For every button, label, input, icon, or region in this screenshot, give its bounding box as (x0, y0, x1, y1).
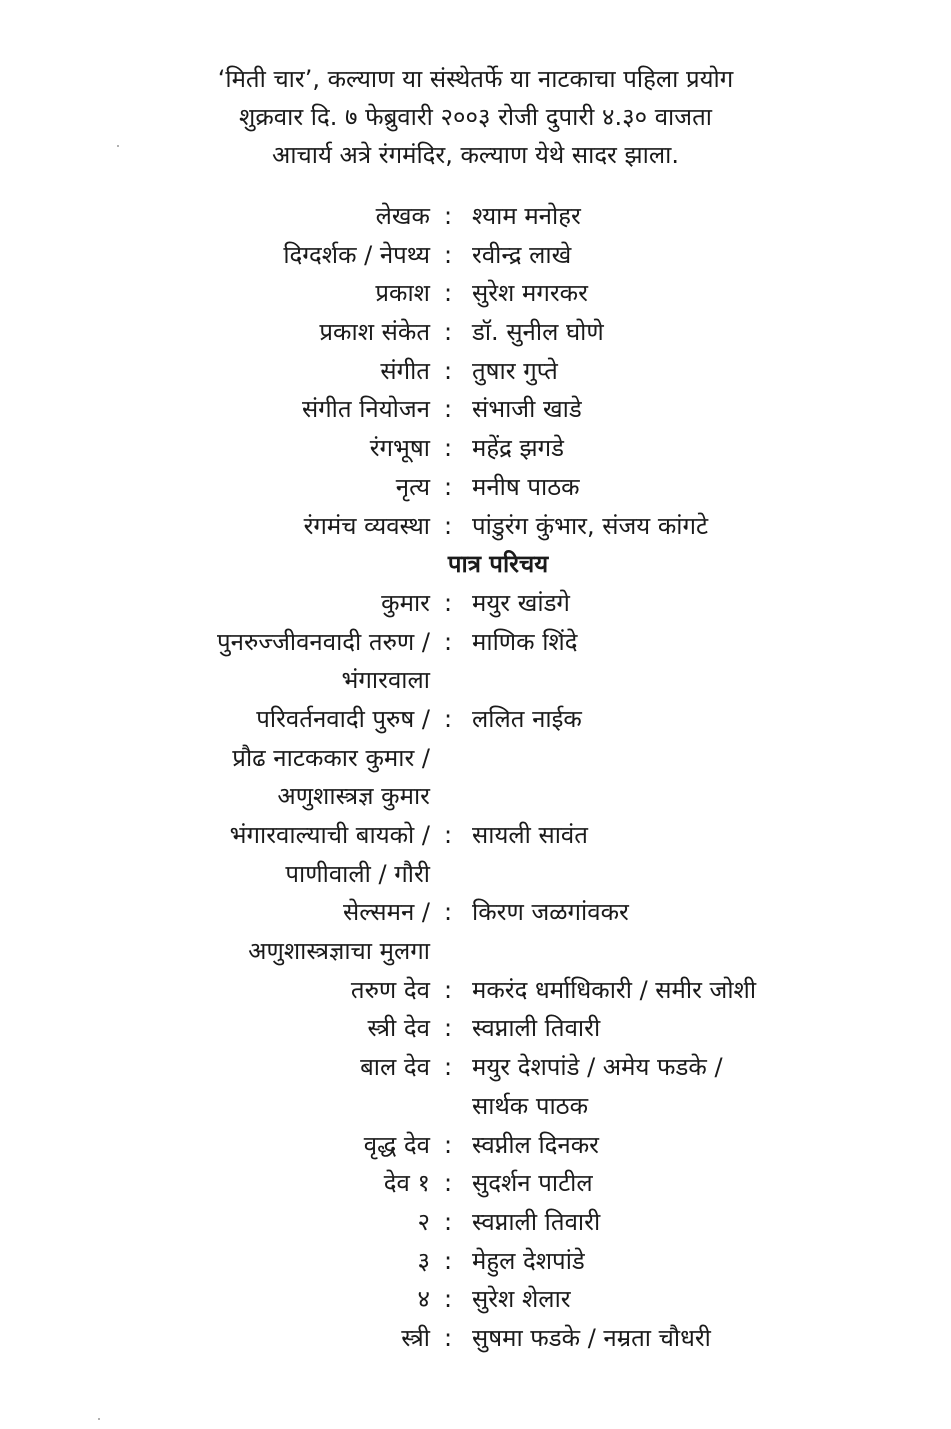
intro-line-2: शुक्रवार दि. ७ फेब्रुवारी २००३ रोजी दुपारी ४.३० वाजता (239, 103, 712, 131)
cast-row (0, 623, 951, 662)
row-label: संगीत नियोजन (301, 395, 430, 424)
row-label: अणुशास्त्रज्ञ कुमार (277, 782, 430, 811)
intro-line-3: आचार्य अत्रे रंगमंदिर, कल्याण येथे सादर झाला. (272, 141, 679, 169)
row-label: पुनरुज्जीवनवादी तरुण / (217, 627, 430, 656)
row-label: संगीत (380, 356, 430, 385)
cast-row (0, 661, 951, 700)
row-label: रंगभूषा (369, 434, 430, 463)
row-value: सार्थक पाठक (472, 1091, 589, 1120)
row-colon: : (444, 1246, 453, 1275)
credit-row (0, 429, 951, 468)
credit-row (0, 468, 951, 507)
row-colon: : (444, 511, 453, 540)
credit-row (0, 507, 951, 546)
row-colon: : (444, 898, 453, 927)
cast-row (0, 700, 951, 739)
row-value: सायली सावंत (472, 821, 588, 849)
row-label: तरुण देव (350, 975, 430, 1004)
row-value: सुषमा फडके / नम्रता चौधरी (472, 1323, 711, 1352)
cast-row (0, 584, 951, 623)
cast-row (0, 1048, 951, 1087)
row-value: किरण जळगांवकर (472, 898, 629, 927)
row-value: ललित नाईक (472, 704, 582, 733)
paper-speck (117, 145, 119, 147)
row-colon: : (444, 1130, 453, 1159)
row-colon: : (444, 472, 453, 501)
row-value: मेहुल देशपांडे (472, 1246, 585, 1275)
row-label: प्रकाश संकेत (319, 318, 430, 347)
row-colon: : (444, 1323, 453, 1352)
row-label: नृत्य (395, 472, 430, 501)
cast-row (0, 777, 951, 816)
cast-row (0, 1009, 951, 1048)
row-label: दिग्दर्शक / नेपथ्य (283, 240, 430, 269)
row-colon: : (444, 395, 453, 424)
paper-speck (98, 1418, 100, 1420)
row-value: महेंद्र झगडे (472, 434, 564, 463)
credit-row (0, 274, 951, 313)
row-label: देव १ (383, 1169, 430, 1198)
row-label: अणुशास्त्रज्ञाचा मुलगा (248, 937, 430, 966)
row-value: मयुर खांडगे (472, 588, 570, 617)
row-label: स्त्री (401, 1323, 430, 1352)
row-colon: : (444, 356, 453, 385)
cast-heading-row (0, 545, 951, 584)
cast-row (0, 855, 951, 894)
row-value: माणिक शिंदे (472, 627, 578, 656)
row-label: सेल्समन / (343, 898, 430, 927)
cast-heading: पात्र परिचय (447, 550, 549, 579)
row-value: श्याम मनोहर (472, 202, 581, 230)
cast-row (0, 932, 951, 971)
row-label: भंगारवाल्याची बायको / (229, 821, 430, 849)
credit-row (0, 313, 951, 352)
row-label: पाणीवाली / गौरी (285, 859, 430, 888)
row-colon: : (444, 279, 453, 308)
row-label: स्त्री देव (367, 1014, 430, 1043)
row-label: प्रौढ नाटककार कुमार / (232, 743, 430, 772)
cast-row (0, 1203, 951, 1242)
row-label: बाल देव (360, 1053, 430, 1082)
cast-row (0, 1126, 951, 1165)
row-colon: : (444, 588, 453, 617)
row-label: कुमार (381, 588, 430, 617)
row-colon: : (444, 627, 453, 656)
row-colon: : (444, 821, 453, 849)
row-colon: : (444, 240, 453, 269)
credit-row (0, 390, 951, 429)
row-colon: : (444, 975, 453, 1004)
cast-row (0, 971, 951, 1010)
row-label: रंगमंच व्यवस्था (303, 511, 430, 540)
row-value: मनीष पाठक (472, 472, 580, 501)
row-colon: : (444, 1053, 453, 1082)
row-colon: : (444, 1014, 453, 1043)
credits-and-cast-list (0, 197, 951, 1358)
row-colon: : (444, 434, 453, 463)
row-value: डॉ. सुनील घोणे (472, 318, 604, 347)
credit-row (0, 352, 951, 391)
row-value: रवीन्द्र लाखे (472, 240, 572, 269)
row-value: सुरेश शेलार (472, 1285, 571, 1314)
row-value: सुरेश मगरकर (472, 279, 588, 308)
cast-row (0, 1319, 951, 1358)
row-value: पांडुरंग कुंभार, संजय कांगटे (472, 511, 709, 540)
credit-row (0, 197, 951, 236)
row-colon: : (444, 318, 453, 347)
row-colon: : (444, 1169, 453, 1198)
cast-row (0, 1164, 951, 1203)
row-value: स्वप्नाली तिवारी (472, 1014, 601, 1043)
row-label: लेखक (375, 202, 430, 230)
row-label: परिवर्तनवादी पुरुष / (256, 704, 430, 733)
row-colon: : (444, 1285, 453, 1314)
intro-line-1: ‘मिती चार’, कल्याण या संस्थेतर्फे या नाटकाचा पहिला प्रयोग (217, 65, 734, 93)
row-value: स्वप्नाली तिवारी (472, 1207, 601, 1236)
row-value: स्वप्नील दिनकर (472, 1130, 599, 1159)
row-label: ३ (417, 1246, 430, 1275)
row-value: सुदर्शन पाटील (472, 1169, 593, 1198)
row-label: ४ (417, 1285, 430, 1314)
row-colon: : (444, 1207, 453, 1236)
row-value: मकरंद धर्माधिकारी / समीर जोशी (472, 975, 757, 1004)
row-colon: : (444, 704, 453, 733)
cast-row (0, 1087, 951, 1126)
cast-row (0, 739, 951, 778)
cast-row (0, 893, 951, 932)
row-value: तुषार गुप्ते (472, 356, 558, 385)
row-label: प्रकाश (375, 279, 430, 308)
row-label: २ (417, 1207, 430, 1236)
intro-paragraph (0, 60, 951, 174)
cast-row (0, 816, 951, 855)
cast-row (0, 1242, 951, 1281)
credit-row (0, 236, 951, 275)
row-label: भंगारवाला (341, 666, 430, 695)
row-value: मयुर देशपांडे / अमेय फडके / (472, 1053, 723, 1082)
row-value: संभाजी खाडे (472, 395, 582, 424)
cast-row (0, 1280, 951, 1319)
row-colon: : (444, 202, 453, 230)
row-label: वृद्ध देव (363, 1130, 430, 1159)
